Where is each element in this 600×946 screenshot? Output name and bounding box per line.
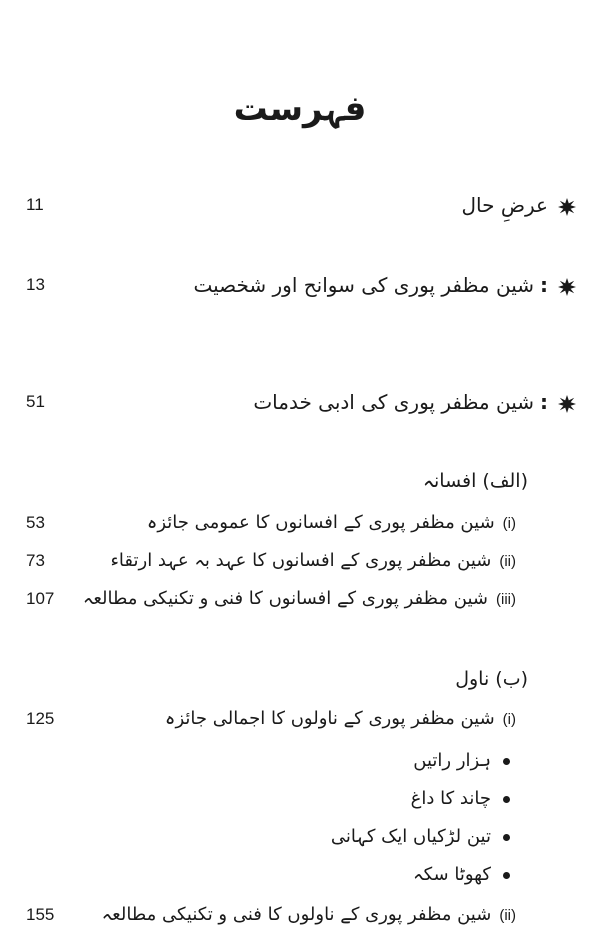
entry-label: شین مظفر پوری کے افسانوں کا فنی و تکنیکی مطالعہ bbox=[82, 588, 488, 609]
section-label: (ب) ناول bbox=[455, 668, 528, 690]
roman-numeral: (i) bbox=[502, 711, 516, 728]
page-number: 53 bbox=[26, 513, 45, 532]
novel-title: چاند کا داغ bbox=[410, 788, 491, 809]
section-heading-afsana bbox=[0, 466, 600, 496]
page-number: 107 bbox=[26, 589, 55, 608]
page-number: 155 bbox=[26, 905, 55, 924]
entry-label: شین مظفر پوری کے افسانوں کا عمومی جائزہ bbox=[146, 512, 495, 533]
entry-label: شین مظفر پوری کے افسانوں کا عہد بہ عہد ارتقاء bbox=[110, 550, 492, 571]
novel-title: ہزار راتیں bbox=[413, 750, 491, 771]
entry-label: شین مظفر پوری کی ادبی خدمات bbox=[253, 390, 534, 414]
entry-label: شین مظفر پوری کے ناولوں کا فنی و تکنیکی مطالعہ bbox=[101, 904, 492, 925]
novel-title: تین لڑکیاں ایک کہانی bbox=[330, 826, 491, 847]
star-bullet-icon bbox=[558, 395, 576, 413]
toc-entry-arz-e-haal bbox=[0, 190, 600, 220]
page-number: 13 bbox=[26, 275, 45, 294]
toc-subentry bbox=[0, 546, 600, 576]
bullet-dot-icon bbox=[503, 872, 510, 879]
section-label: (الف) افسانہ bbox=[422, 470, 528, 492]
toc-subentry bbox=[0, 704, 600, 734]
bullet-dot-icon bbox=[503, 796, 510, 803]
page-title: فہرست bbox=[233, 89, 367, 129]
novel-list-item bbox=[0, 860, 600, 890]
roman-numeral: (ii) bbox=[499, 907, 516, 924]
toc-subentry bbox=[0, 508, 600, 538]
star-bullet-icon bbox=[558, 198, 576, 216]
section-heading-novel bbox=[0, 664, 600, 694]
entry-label: شین مظفر پوری کی سوانح اور شخصیت bbox=[193, 273, 534, 297]
roman-numeral: (iii) bbox=[496, 591, 516, 608]
bullet-dot-icon bbox=[503, 834, 510, 841]
toc-entry-biography bbox=[0, 270, 600, 300]
toc-subentry bbox=[0, 584, 600, 614]
bullet-dot-icon bbox=[503, 758, 510, 765]
separator: : bbox=[540, 273, 548, 297]
page-number: 73 bbox=[26, 551, 45, 570]
entry-label: شین مظفر پوری کے ناولوں کا اجمالی جائزہ bbox=[164, 708, 495, 729]
roman-numeral: (i) bbox=[502, 515, 516, 532]
star-bullet-icon bbox=[558, 278, 576, 296]
novel-title: کھوٹا سکہ bbox=[413, 864, 491, 885]
toc-entry-literary-services bbox=[0, 387, 600, 417]
novel-list-item bbox=[0, 784, 600, 814]
page-number: 51 bbox=[26, 392, 45, 411]
page-number: 11 bbox=[26, 195, 44, 214]
novel-list-item bbox=[0, 822, 600, 852]
roman-numeral: (ii) bbox=[499, 553, 516, 570]
separator: : bbox=[540, 390, 548, 414]
entry-label: عرضِ حال bbox=[461, 193, 548, 217]
novel-list-item bbox=[0, 746, 600, 776]
page-number: 125 bbox=[26, 709, 55, 728]
toc-subentry bbox=[0, 900, 600, 930]
